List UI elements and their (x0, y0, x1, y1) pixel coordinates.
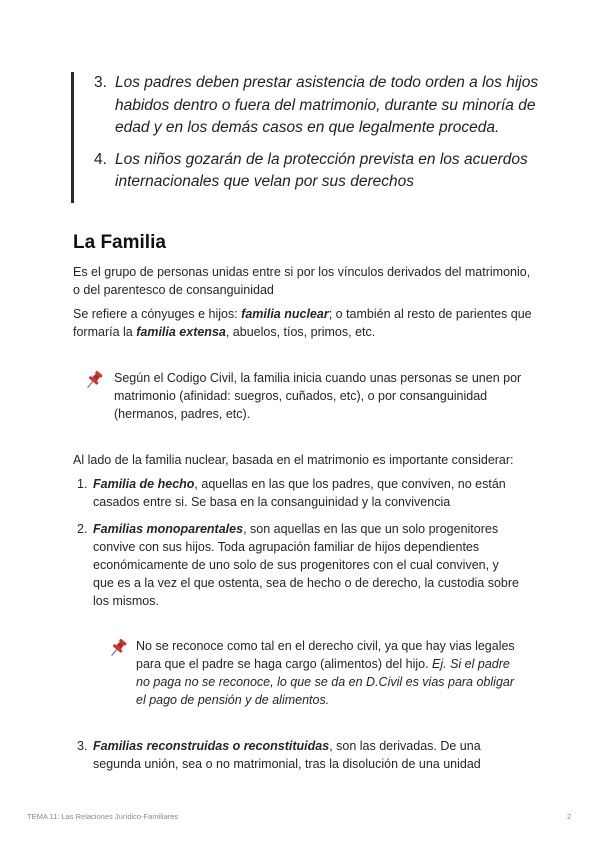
list-item (73, 475, 523, 511)
quote-item-text: Los niños gozarán de la protección prevista en los acuerdos internacionales que velan por sus derechos (115, 150, 528, 190)
section-title: La Familia (73, 232, 166, 253)
paragraph-text: , abuelos, tíos, primos, etc. (225, 325, 376, 339)
paragraph-text: ; o también al resto de parientes que formaría la (73, 307, 532, 339)
footer-title: TEMA 11: Las Relaciones Jurídico-Familiares (27, 812, 179, 821)
callout-note (108, 637, 518, 713)
blockquote (71, 72, 564, 203)
quote-item-number: 4. (94, 150, 107, 168)
pushpin-icon (84, 369, 104, 391)
callout-note (84, 369, 524, 429)
term-extensa: familia extensa (136, 325, 226, 339)
list-item-text: , son las derivadas. De una segunda unión, sea o no matrimonial, tras la disolución de una unidad (93, 739, 481, 771)
callout-text-plain: No se reconoce como tal en el derecho civil, ya que hay vias legales para que el padre se haga cargo (alimentos) del hijo. (136, 639, 515, 671)
list-item-text: , son aquellas en las que un solo progenitores convive con sus hijos. Toda agrupación familiar de hijos dependientes económicamente de uno solo de sus progenitores con el cual conviven, y que es a la vez el que ostenta, sea de hecho o de derecho, la custodia sobre los mismos. (93, 522, 519, 608)
page-number: 2 (567, 812, 572, 821)
list-item (73, 520, 523, 610)
paragraph-text: Se refiere a cónyuges e hijos: (73, 307, 242, 321)
family-types-list (73, 475, 523, 610)
quote-item (94, 72, 564, 140)
quote-item-text: Los padres deben prestar asistencia de todo orden a los hijos habidos dentro o fuera del matrimonio, durante su minoría de edad y en los demás casos en que legalmente proceda. (115, 74, 539, 136)
term-nuclear: familia nuclear (241, 307, 329, 321)
quote-item (94, 149, 564, 194)
paragraph-types (73, 305, 533, 341)
list-item (73, 737, 523, 773)
list-item-term: Familias reconstruidas o reconstituidas (93, 739, 330, 753)
list-item-number: 2. (77, 522, 88, 536)
list-item-term: Familias monoparentales (93, 522, 244, 536)
callout-text-italic: Ej. Si el padre no paga no se reconoce, lo que se da en D.Civil es vias para obligar el pago de pensión y de alimentos. (136, 657, 515, 707)
quote-item-number: 3. (94, 74, 107, 91)
list-intro: Al lado de la familia nuclear, basada en el matrimonio es importante considerar: (73, 453, 514, 467)
callout-text (136, 637, 516, 709)
list-item-term: Familia de hecho (93, 477, 195, 491)
pushpin-icon (108, 637, 128, 659)
callout-text: Según el Codigo Civil, la familia inicia cuando unas personas se unen por matrimonio (afinidad: suegros, cuñados, etc), o por consanguinidad (hermanos, padres, etc). (114, 371, 522, 421)
family-types-list-cont (73, 737, 523, 773)
list-item-number: 3. (77, 739, 88, 753)
list-item-number: 1. (77, 477, 88, 491)
paragraph-definition: Es el grupo de personas unidas entre si por los vínculos derivados del matrimonio, o del parentesco de consanguinidad (73, 265, 531, 297)
list-item-text: , aquellas en las que los padres, que conviven, no están casados entre si. Se basa en la consanguinidad y la convivencia (93, 477, 506, 509)
